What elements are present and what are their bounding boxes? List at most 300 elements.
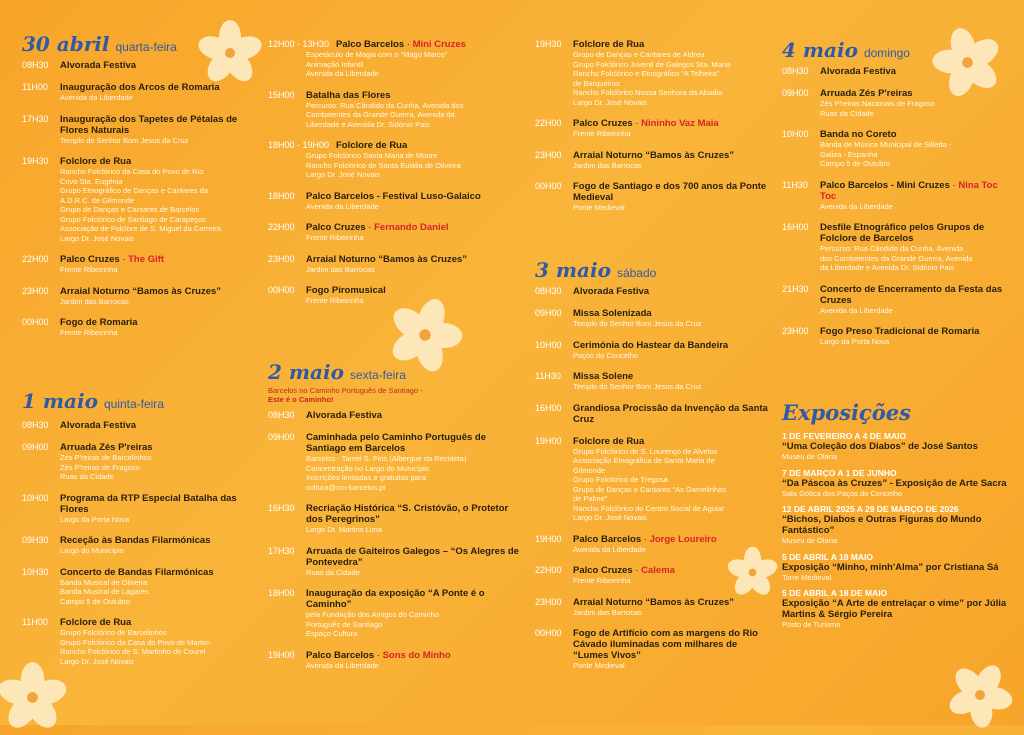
exhibition-date: 5 DE ABRIL A 18 MAIO: [782, 551, 873, 562]
exhibition-date: 1 DE FEVEREIRO A 4 DE MAIO: [782, 431, 907, 441]
event-name-row: [535, 436, 775, 447]
event-item: [268, 140, 523, 180]
event-item: [22, 156, 252, 243]
event-name: Caminhada pelo Caminho Português de Santiago em Barcelos: [306, 432, 486, 454]
spacer: [22, 71, 252, 79]
exhibition-item: [782, 588, 1012, 630]
event-item: [22, 317, 252, 338]
event-item: [782, 180, 1012, 212]
event-time: 00H00: [268, 285, 295, 295]
exhibition-place: Posto de Turismo: [782, 620, 841, 629]
event-time: 16H00: [782, 222, 809, 232]
event-item: [535, 403, 775, 425]
event-detail: Campo 5 de Outubro: [820, 159, 891, 168]
event-name-row: [268, 90, 523, 101]
event-name-row: [535, 39, 775, 50]
event-detail: Avenida da Liberdade: [820, 201, 893, 211]
event-name: Inauguração dos Arcos de Romaria: [60, 82, 220, 93]
event-detail: Jardim das Barrocas: [306, 264, 375, 274]
event-name: Recriação Histórica “S. Cristóvão, o Protetor dos Peregrinos”: [306, 503, 509, 525]
event-detail: Associação Etnográfica de Santa Maria de: [573, 456, 715, 465]
day-weekday: domingo: [863, 46, 910, 60]
event-name-row: [535, 403, 775, 425]
event-detail: de Palme”: [573, 494, 608, 503]
event-item: [535, 118, 775, 139]
event-list: [22, 417, 252, 674]
event-time: 08H30: [782, 66, 809, 76]
day-weekday: quarta-feira: [115, 40, 177, 54]
event-name-row: [268, 254, 523, 265]
event-name-row: [268, 650, 523, 661]
event-detail: Largo do Município: [60, 546, 124, 555]
event-item: [22, 60, 252, 71]
exhibition-place: Torre Medieval: [782, 572, 832, 582]
event-time: 18H00: [268, 588, 295, 598]
spacer: [535, 671, 775, 679]
event-detail: Paços do Concelho: [573, 350, 639, 360]
spacer: [22, 338, 252, 346]
event-item: [535, 39, 775, 107]
event-item: [22, 254, 252, 275]
event-item: [535, 181, 775, 213]
event-item: [782, 66, 1012, 77]
event-time: 11H00: [22, 82, 48, 92]
event-item: [22, 82, 252, 103]
event-name-row: [268, 285, 523, 296]
event-time: 11H30: [535, 371, 561, 381]
event-item: [535, 597, 775, 618]
event-list: [268, 39, 523, 314]
event-time: 19H00: [535, 435, 562, 446]
event-name: Alvorada Festiva: [306, 410, 383, 421]
event-name-row: [782, 222, 1012, 244]
event-time: 00H00: [535, 181, 562, 191]
event-time: 11H00: [22, 617, 48, 627]
event-detail: Ponte Medieval: [573, 661, 625, 670]
event-detail: Ponte Medieval: [573, 203, 625, 212]
event-item: [782, 284, 1012, 316]
event-time: 19H00: [268, 649, 295, 660]
event-detail: Frente Ribeirinha: [306, 296, 364, 305]
event-name-row: [268, 432, 523, 454]
event-detail: Grupo Folclórico de S. Lourenço de Alvelos: [573, 446, 718, 456]
event-name: Arraial Noturno “Bamos às Cruzes”: [573, 149, 735, 161]
event-item: [268, 503, 523, 535]
event-detail: Frente Ribeirinha: [573, 576, 631, 585]
event-name-row: [22, 493, 252, 515]
event-detail: Jardim das Barrocas: [573, 607, 642, 617]
event-time: 23H00: [535, 596, 562, 607]
spacer: [268, 421, 523, 429]
column-1: [22, 32, 252, 666]
event-item: [22, 442, 252, 482]
event-item: [268, 546, 523, 578]
spacer: [782, 118, 1012, 126]
event-time: 08H30: [535, 286, 562, 296]
spacer: [22, 431, 252, 439]
event-name: Arraial Noturno “Bamos às Cruzes”: [573, 596, 735, 608]
event-list: [535, 39, 775, 221]
exhibition-title: Exposição “A Arte de entrelaçar o vime” por Júlia Martins & Sérgio Pereira: [782, 598, 1007, 620]
spacer: [22, 243, 252, 251]
column-2: [268, 36, 523, 670]
event-name: Folclore de Rua: [60, 156, 132, 167]
event-detail: Zés P'reiras de Fragoso: [60, 462, 140, 472]
event-detail: Frente Ribeirinha: [60, 265, 118, 274]
event-time: 21H30: [782, 283, 809, 294]
event-item: [535, 565, 775, 586]
spacer: [22, 306, 252, 314]
day-date: 2 maio: [268, 360, 344, 384]
spacer: [535, 297, 775, 305]
event-detail: Galiza - Espanha: [820, 149, 878, 159]
event-detail: Largo Dr. José Novais: [60, 233, 134, 243]
event-name: Palco Barcelos: [306, 649, 375, 661]
spacer: [22, 666, 252, 674]
event-item: [268, 222, 523, 243]
event-detail: Zés P'reiras Nacionais de Fragoso: [820, 99, 935, 108]
event-time: 23H00: [535, 149, 562, 160]
event-name: Folclore de Rua: [573, 435, 645, 447]
event-name: Concerto de Bandas Filarmónicas: [60, 566, 214, 578]
event-name-row: [22, 254, 252, 265]
event-name-row: [782, 66, 1012, 77]
event-detail: Inscrições limitadas e gratuitas para:: [306, 473, 428, 482]
day-subtitle-line: Este é o Caminho!: [268, 395, 334, 404]
event-time: 18H00 - 19H00: [268, 140, 330, 150]
event-detail: Rancho Folclórico da Casa do Povo de Rio: [60, 167, 204, 176]
event-detail: Covo Sta. Eugénia: [60, 176, 123, 186]
event-detail: Grupo Folclórico Santa Maria de Moure: [306, 151, 438, 160]
spacer: [782, 315, 1012, 323]
event-detail: Grupo Folclórico de Tregosa: [573, 475, 668, 484]
event-name-row: [782, 326, 1012, 337]
event-item: [268, 285, 523, 306]
event-detail: Rancho Folclórico e Etnográfico “A Telheira”: [573, 69, 720, 78]
event-detail: Combatentes da Grande Guerra, Avenida da: [306, 110, 455, 119]
spacer: [268, 577, 523, 585]
event-artist: The Gift: [128, 254, 165, 265]
event-detail: Largo Dr. José Novais: [60, 656, 134, 666]
event-name: Palco Barcelos: [336, 39, 405, 50]
day-header-30-abril: [22, 32, 252, 56]
event-detail: Espaço Cultura: [306, 629, 358, 638]
event-artist: Nina Toc Toc: [820, 179, 998, 202]
event-detail: Avenida da Liberdade: [573, 544, 646, 554]
event-name-row: [535, 597, 775, 608]
event-detail: Frente Ribeirinha: [60, 328, 118, 337]
event-name: Banda no Coreto: [820, 129, 897, 140]
event-name: Folclore de Rua: [336, 140, 408, 151]
event-time: 08H30: [22, 420, 49, 430]
day-subtitle-line: Barcelos no Caminho Português de Santiago -: [268, 386, 423, 395]
flower-decoration: [945, 660, 1015, 730]
event-item: [268, 588, 523, 639]
event-item: [268, 650, 523, 671]
spacer: [535, 139, 775, 147]
event-artist: Mini Cruzes: [412, 39, 466, 50]
exhibition-title: “Da Páscoa às Cruzes” - Exposição de Arte Sacra: [782, 477, 1007, 489]
event-name: Palco Barcelos: [573, 533, 642, 545]
event-name-row: [22, 156, 252, 167]
event-detail: dos Combatentes da Grande Guerra, Avenida: [820, 253, 973, 263]
spacer: [22, 145, 252, 153]
event-detail: pela Fundação dos Amigos do Caminho: [306, 610, 440, 619]
spacer: [782, 211, 1012, 219]
spacer: [535, 170, 775, 178]
day-date: 3 maio: [535, 258, 611, 282]
event-name: Desfile Etnográfico pelos Grupos de Folclore de Barcelos: [820, 222, 985, 244]
event-detail: Grupo de Danças e Cantares “As Gamelinhas: [573, 484, 726, 494]
event-item: [782, 129, 1012, 169]
column-3: [535, 36, 775, 670]
day-date: 30 abril: [22, 32, 110, 56]
event-name-row: [268, 191, 523, 202]
exhibition-date: 12 DE ABRIL 2025 A 29 DE MARÇO DE 2026: [782, 504, 959, 514]
event-detail: Rancho Folclórico de S. Martinho de Courel: [60, 647, 206, 656]
event-detail: Avenida da Liberdade: [820, 305, 893, 315]
event-detail: Gilmonde: [573, 465, 606, 475]
spacer: [782, 169, 1012, 177]
day-header-4-maio: [782, 38, 1012, 62]
event-detail: de Barqueiros: [573, 78, 620, 88]
day-date: 1 maio: [22, 389, 98, 413]
spacer: [22, 103, 252, 111]
event-name: Missa Solene: [573, 371, 634, 382]
event-name-row: [268, 222, 523, 233]
event-time: 09H30: [22, 535, 49, 545]
event-item: [268, 254, 523, 275]
event-name-row: [535, 308, 775, 319]
event-name-row: [535, 565, 775, 576]
event-item: [535, 628, 775, 671]
event-name: Alvorada Festiva: [573, 286, 650, 297]
spacer: [535, 617, 775, 625]
column-4: [782, 38, 1012, 629]
event-detail: Templo do Senhor Bom Jesus da Cruz: [60, 135, 189, 145]
event-detail: Largo Dr. Martins Lima: [306, 525, 382, 534]
day-subtitle: [268, 386, 523, 404]
exhibition-item: [782, 552, 1012, 583]
event-name-row: [22, 617, 252, 628]
event-time: 10H00: [782, 129, 809, 139]
event-name: Palco Barcelos - Festival Luso-Galaico: [306, 190, 481, 202]
event-time: 17H30: [268, 545, 295, 556]
event-name: Folclore de Rua: [573, 39, 645, 50]
event-name: Palco Cruzes: [573, 118, 633, 129]
event-item: [268, 410, 523, 421]
event-artist: Sons do Minho: [382, 649, 451, 661]
event-name: Fogo de Santiago e dos 700 anos da Ponte Medieval: [573, 181, 767, 203]
spacer: [22, 556, 252, 564]
spacer: [535, 586, 775, 594]
event-name: Batalha das Flores: [306, 89, 391, 101]
day-weekday: sexta-feira: [349, 368, 406, 382]
event-name: Arruada Zés P'reiras: [820, 88, 913, 99]
exhibition-place: Sala Gótica dos Paços do Concelho: [782, 488, 903, 498]
event-detail: Grupo de Danças e Cantares de Aldreu: [573, 50, 705, 59]
event-name-row: [22, 567, 252, 578]
event-item: [268, 432, 523, 492]
event-detail: Zés P'reiras de Barcelinhos: [60, 453, 152, 462]
event-item: [268, 90, 523, 130]
event-name-row: [535, 118, 775, 129]
event-name: Fogo de Artifício com as margens do Rio Cávado iluminadas com milhares de “Lumes Vivos”: [573, 628, 758, 661]
exhibition-title: “Bichos, Diabos e Outras Figuras do Mundo Fantástico”: [782, 514, 982, 536]
event-name-row: [22, 535, 252, 546]
event-name-row: [535, 534, 775, 545]
event-name-row: [22, 420, 252, 431]
spacer: [268, 306, 523, 314]
event-name-row: [782, 284, 1012, 306]
event-detail: Templo do Senhor Bom Jesus da Cruz: [573, 382, 702, 391]
event-time: 22H00: [535, 118, 562, 128]
event-item: [535, 150, 775, 171]
event-detail: Banda Musical de Oliveira: [60, 577, 148, 587]
event-item: [782, 88, 1012, 118]
event-item: [268, 191, 523, 212]
event-detail: Largo da Porta Nova: [820, 337, 890, 346]
day-date: 4 maio: [782, 38, 858, 62]
event-item: [535, 371, 775, 392]
spacer: [535, 554, 775, 562]
event-time: 17H30: [22, 113, 49, 124]
event-time: 19H00: [535, 533, 562, 544]
event-name: Palco Cruzes: [573, 565, 633, 576]
event-detail: Largo Dr. José Novais: [573, 97, 647, 107]
event-name: Programa da RTP Especial Batalha das Flores: [60, 492, 237, 515]
event-time: 09H00: [782, 88, 809, 98]
event-time: 00H00: [22, 317, 49, 327]
exhibitions-title: Exposições: [782, 400, 911, 425]
event-item: [22, 420, 252, 431]
event-time: 23H00: [22, 285, 49, 296]
event-time: 10H00: [22, 492, 49, 503]
event-time: 16H00: [535, 402, 562, 413]
event-item: [22, 493, 252, 525]
event-name-row: [22, 317, 252, 328]
event-name: Concerto de Encerramento da Festa das Cruzes: [820, 283, 1003, 306]
event-list: [782, 66, 1012, 355]
event-name: Missa Solenizada: [573, 308, 652, 319]
event-detail: Português de Santiago: [306, 619, 383, 629]
event-time: 12H00 - 13H30: [268, 39, 330, 49]
event-item: [268, 39, 523, 79]
event-name-row: [22, 286, 252, 297]
event-time: 23H00: [268, 253, 295, 264]
spacer: [268, 670, 523, 678]
event-detail: Largo da Porta Nova: [60, 514, 130, 524]
event-name-row: [268, 503, 523, 525]
event-name-row: [535, 340, 775, 351]
event-name: Receção às Bandas Filarmónicas: [60, 535, 211, 546]
event-time: 10H00: [535, 339, 562, 350]
event-name: Palco Cruzes: [306, 222, 366, 233]
event-name-row: [535, 371, 775, 382]
exhibition-item: [782, 431, 1012, 462]
event-time: 18H00: [268, 190, 295, 201]
event-detail: Avenida da Liberdade: [306, 201, 379, 211]
spacer: [22, 606, 252, 614]
event-name: Arraial Noturno “Bamos às Cruzes”: [60, 285, 222, 297]
spacer: [535, 107, 775, 115]
separator: ·: [632, 565, 642, 576]
spacer: [535, 360, 775, 368]
event-detail: Liberdade e Avenida Dr. Sidónio Pais: [306, 119, 430, 129]
event-name-row: [22, 442, 252, 453]
event-name: Cerimónia do Hastear da Bandeira: [573, 339, 729, 351]
event-time: 00H00: [535, 628, 562, 638]
event-name-row: [268, 410, 523, 421]
event-time: 09H00: [22, 442, 49, 452]
exhibition-date: 5 DE ABRIL A 18 DE MAIO: [782, 588, 888, 598]
event-name-row: [268, 588, 523, 610]
event-item: [535, 436, 775, 523]
event-list: [268, 410, 523, 678]
event-detail: Banda de Música Municipal de Silleda -: [820, 140, 952, 149]
event-detail: Animação Infantil: [306, 59, 364, 69]
event-detail: Banda Musical de Lagares: [60, 587, 149, 596]
event-list: [535, 286, 775, 679]
event-detail: A.D.R.C. de Gilmonde: [60, 195, 135, 205]
event-detail: Largo Dr. José Novais: [573, 513, 647, 522]
event-name: Alvorada Festiva: [820, 66, 897, 77]
exhibition-item: [782, 504, 1012, 546]
event-name-row: [782, 88, 1012, 99]
event-detail: Avenida da Liberdade: [306, 660, 379, 670]
separator: ·: [365, 222, 375, 233]
spacer: [535, 329, 775, 337]
event-detail: Grupo de Danças e Cantares de Barcelos: [60, 205, 200, 214]
separator: ·: [949, 179, 959, 191]
event-time: 23H00: [782, 326, 809, 336]
day-header-2-maio: [268, 360, 523, 384]
day-header-3-maio: [535, 258, 775, 282]
event-detail: Ruas da Cidade: [60, 472, 114, 481]
exhibition-list: [782, 431, 1012, 630]
event-time: 10H30: [22, 566, 49, 577]
event-name: Arraial Noturno “Bamos às Cruzes”: [306, 253, 468, 265]
event-name-row: [22, 60, 252, 71]
spacer: [268, 129, 523, 137]
spacer: [268, 211, 523, 219]
event-artist: Calema: [641, 565, 675, 576]
event-detail: Largo Dr. José Novais: [306, 170, 380, 179]
event-name: Grandiosa Procissão da Invenção da Santa Cruz: [573, 402, 768, 425]
event-artist: Nininho Vaz Maia: [641, 118, 719, 129]
event-time: 22H00: [268, 222, 295, 232]
day-weekday: quinta-feira: [103, 397, 164, 411]
event-detail: Rancho Folclórico do Centro Social de Aguiar: [573, 503, 725, 513]
event-detail: Espetáculo de Magia com o “Mago Marco”: [306, 50, 448, 59]
spacer: [268, 492, 523, 500]
exhibition-title: Exposição “Minho, minh'Alma” por Cristiana Sá: [782, 561, 999, 573]
event-time: 19H30: [535, 39, 562, 49]
event-artist: Jorge Loureiro: [649, 533, 717, 545]
event-detail: Jardim das Barrocas: [60, 296, 129, 306]
event-name-row: [535, 628, 775, 661]
event-detail[interactable]: cultura@cm-barcelos.pt: [306, 482, 386, 492]
spacer: [535, 392, 775, 400]
spacer: [268, 180, 523, 188]
event-name-row: [22, 82, 252, 93]
event-name-row: [268, 546, 523, 568]
event-detail: Campo 5 de Outubro: [60, 596, 131, 606]
event-name-row: [535, 150, 775, 161]
event-name: Fogo Preso Tradicional de Romaria: [820, 326, 980, 337]
event-time: 09H00: [535, 308, 562, 318]
event-detail: Grupo Folclórico da Casa do Povo de Martim: [60, 637, 211, 647]
